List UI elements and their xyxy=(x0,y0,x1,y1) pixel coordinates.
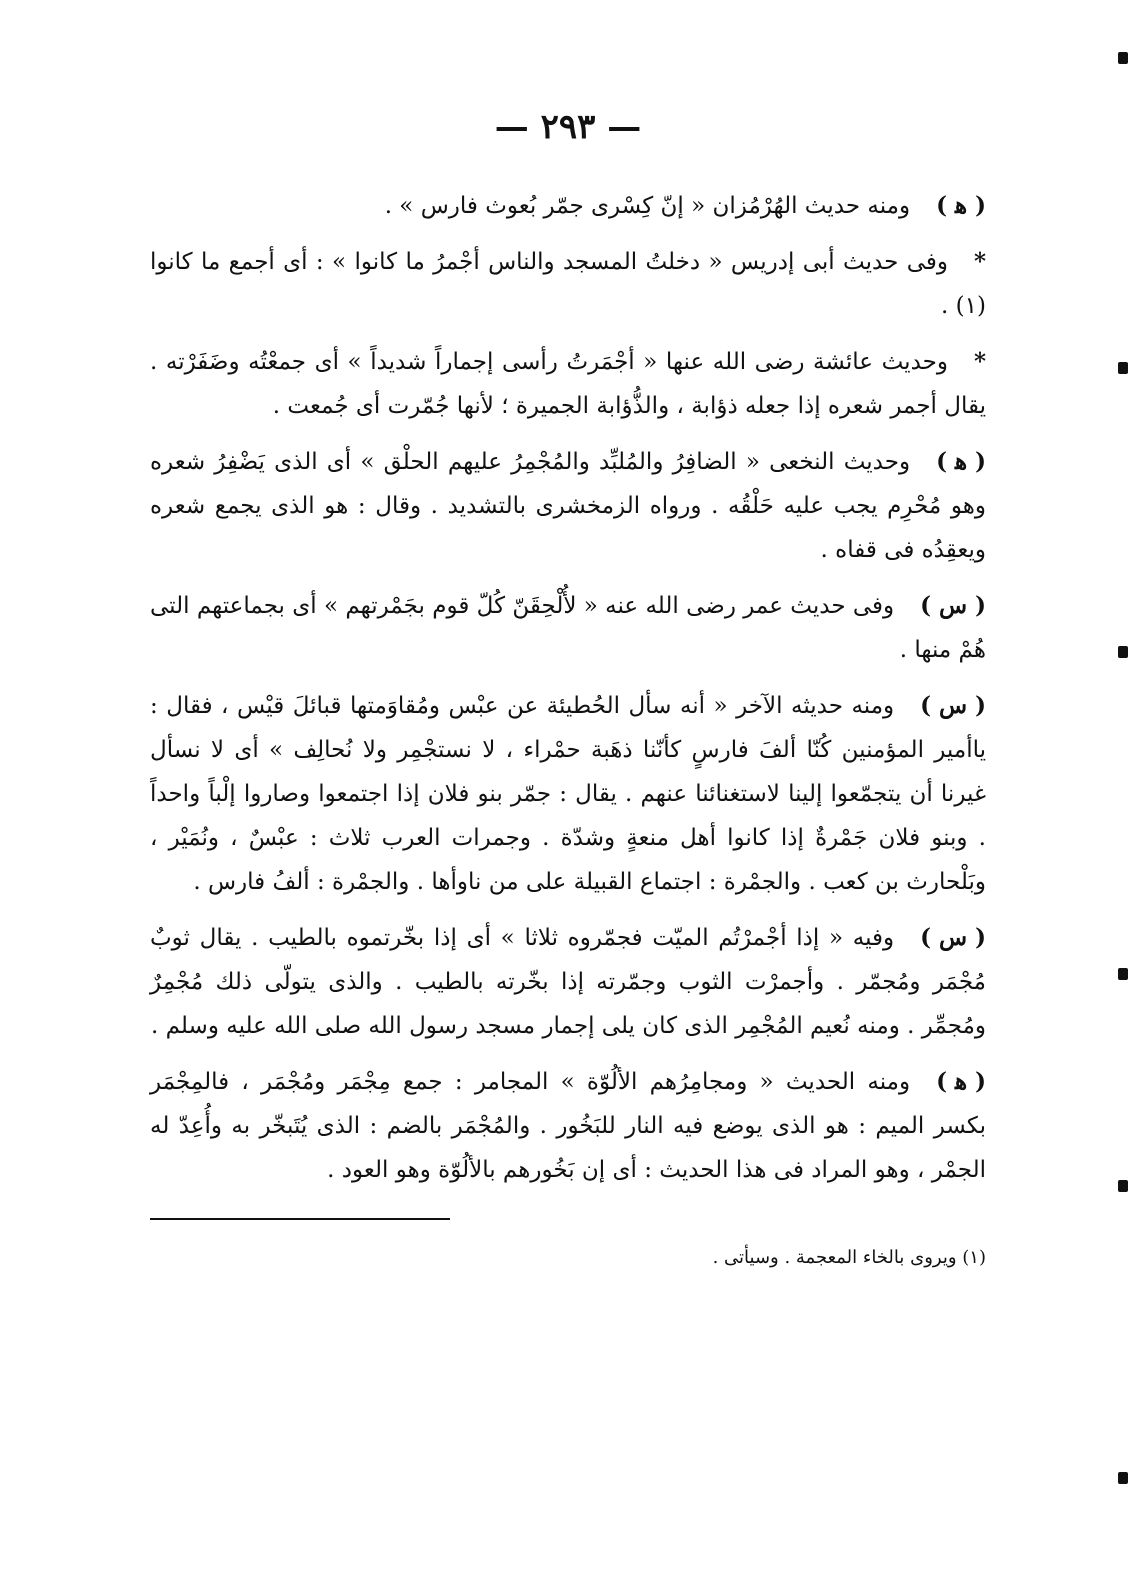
entry-7-text: وفيه « إذا أجْمرْتُم الميّت فجمّروه ثلاثا » أى إذا بخّرتموه بالطيب . يقال ثوبٌ مُجْمَر ومُجمّر . وأجمرْت الثوب وجمّرته إذا بخّرته بالطيب . والذى يتولّى ذلك مُجْمِرٌ ومُجمِّر . ومنه نُعيم المُجْمِر الذى كان يلى إجمار مسجد رسول الله صلى الله عليه وسلم . xyxy=(150,925,986,1039)
entry-4 xyxy=(150,440,986,572)
footnote: (١) ويروى بالخاء المعجمة . وسيأتى . xyxy=(712,1247,986,1268)
entry-1-text: ومنه حديث الهُرْمُزان « إنّ كِسْرى جمّر بُعوث فارس » . xyxy=(384,193,911,219)
entry-3-text: وحديث عائشة رضى الله عنها « أجْمَرتُ رأسى إجماراً شديداً » أى جمعْتُه وضَفَرْته . يقال أجمر شعره إذا جعله ذؤابة ، والذُّؤابة الجميرة ؛ لأنها جُمّرت أى جُمعت . xyxy=(150,349,986,419)
entry-5-text: وفى حديث عمر رضى الله عنه « لأُلْحِقَنّ كُلّ قوم بجَمْرتهم » أى بجماعتهم التى هُمْ منها . xyxy=(150,593,986,663)
entry-2 xyxy=(150,240,986,328)
entry-6-marker: ( س ) xyxy=(920,692,986,719)
entry-4-text: وحديث النخعى « الضافِرُ والمُلبِّد والمُجْمِرُ عليهم الحلْق » أى الذى يَضْفِرُ شعره وهو مُحْرِم يجب عليه حَلْقُه . ورواه الزمخشرى بالتشديد . وقال : هو الذى يجمع شعره ويعقِدُه فى قفاه . xyxy=(150,449,986,563)
entry-7 xyxy=(150,916,986,1048)
entry-6-text: ومنه حديثه الآخر « أنه سأل الحُطيئة عن عبْس ومُقاوَمتها قبائلَ قيْس ، فقال : ياأمير المؤمنين كُنّا ألفَ فارسٍ كأنّنا ذهَبة حمْراء ، لا نستجْمِر ولا نُحالِف » أى لا نسأل غيرنا أن يتجمّعوا إلينا لاستغنائنا عنهم . يقال : جمّر بنو فلان إذا اجتمعوا وصاروا إلْباً واحداً . وبنو فلان جَمْرةٌ إذا كانوا أهل منعةٍ وشدّة . وجمرات العرب ثلاث : عبْسٌ ، ونُمَيْر ، وبَلْحارث بن كعب . والجمْرة : اجتماع القبيلة على من ناوأها . والجمْرة : ألفُ فارس . xyxy=(150,693,986,895)
entry-2-marker: * xyxy=(973,248,986,275)
entry-5 xyxy=(150,584,986,672)
footnote-divider xyxy=(150,1218,450,1220)
page-edge-mark xyxy=(1118,968,1128,980)
entry-7-marker: ( س ) xyxy=(920,924,986,951)
entry-8 xyxy=(150,1060,986,1192)
page-edge-mark xyxy=(1118,362,1128,374)
entry-6 xyxy=(150,684,986,904)
entry-1-marker: ( ﻫ ) xyxy=(936,192,986,219)
book-page xyxy=(150,107,986,1550)
entry-8-text: ومنه الحديث « ومجامِرُهم الألُوّة » المجامر : جمع مِجْمَر ومُجْمَر ، فالمِجْمَر بكسر الميم : هو الذى يوضع فيه النار للبَخُور . والمُجْمَر بالضم : الذى يُتَبخّر به وأُعِدّ له الجمْر ، وهو المراد فى هذا الحديث : أى إن بَخُورهم بالألُوّة وهو العود . xyxy=(150,1069,986,1183)
page-edge-mark xyxy=(1118,52,1128,64)
entry-1 xyxy=(150,184,986,228)
page-edge-mark xyxy=(1118,1472,1128,1484)
entry-3 xyxy=(150,340,986,428)
entry-4-marker: ( ﻫ ) xyxy=(936,448,986,475)
entry-5-marker: ( س ) xyxy=(920,592,986,619)
page-number: — ٢٩٣ — xyxy=(494,107,642,147)
page-edge-mark xyxy=(1118,646,1128,658)
page-edge-mark xyxy=(1118,1180,1128,1192)
entry-3-marker: * xyxy=(973,348,986,375)
entry-8-marker: ( ﻫ ) xyxy=(936,1068,986,1095)
entry-2-text: وفى حديث أبى إدريس « دخلتُ المسجد والناس أجْمرُ ما كانوا » : أى أجمع ما كانوا (١) . xyxy=(150,249,986,319)
